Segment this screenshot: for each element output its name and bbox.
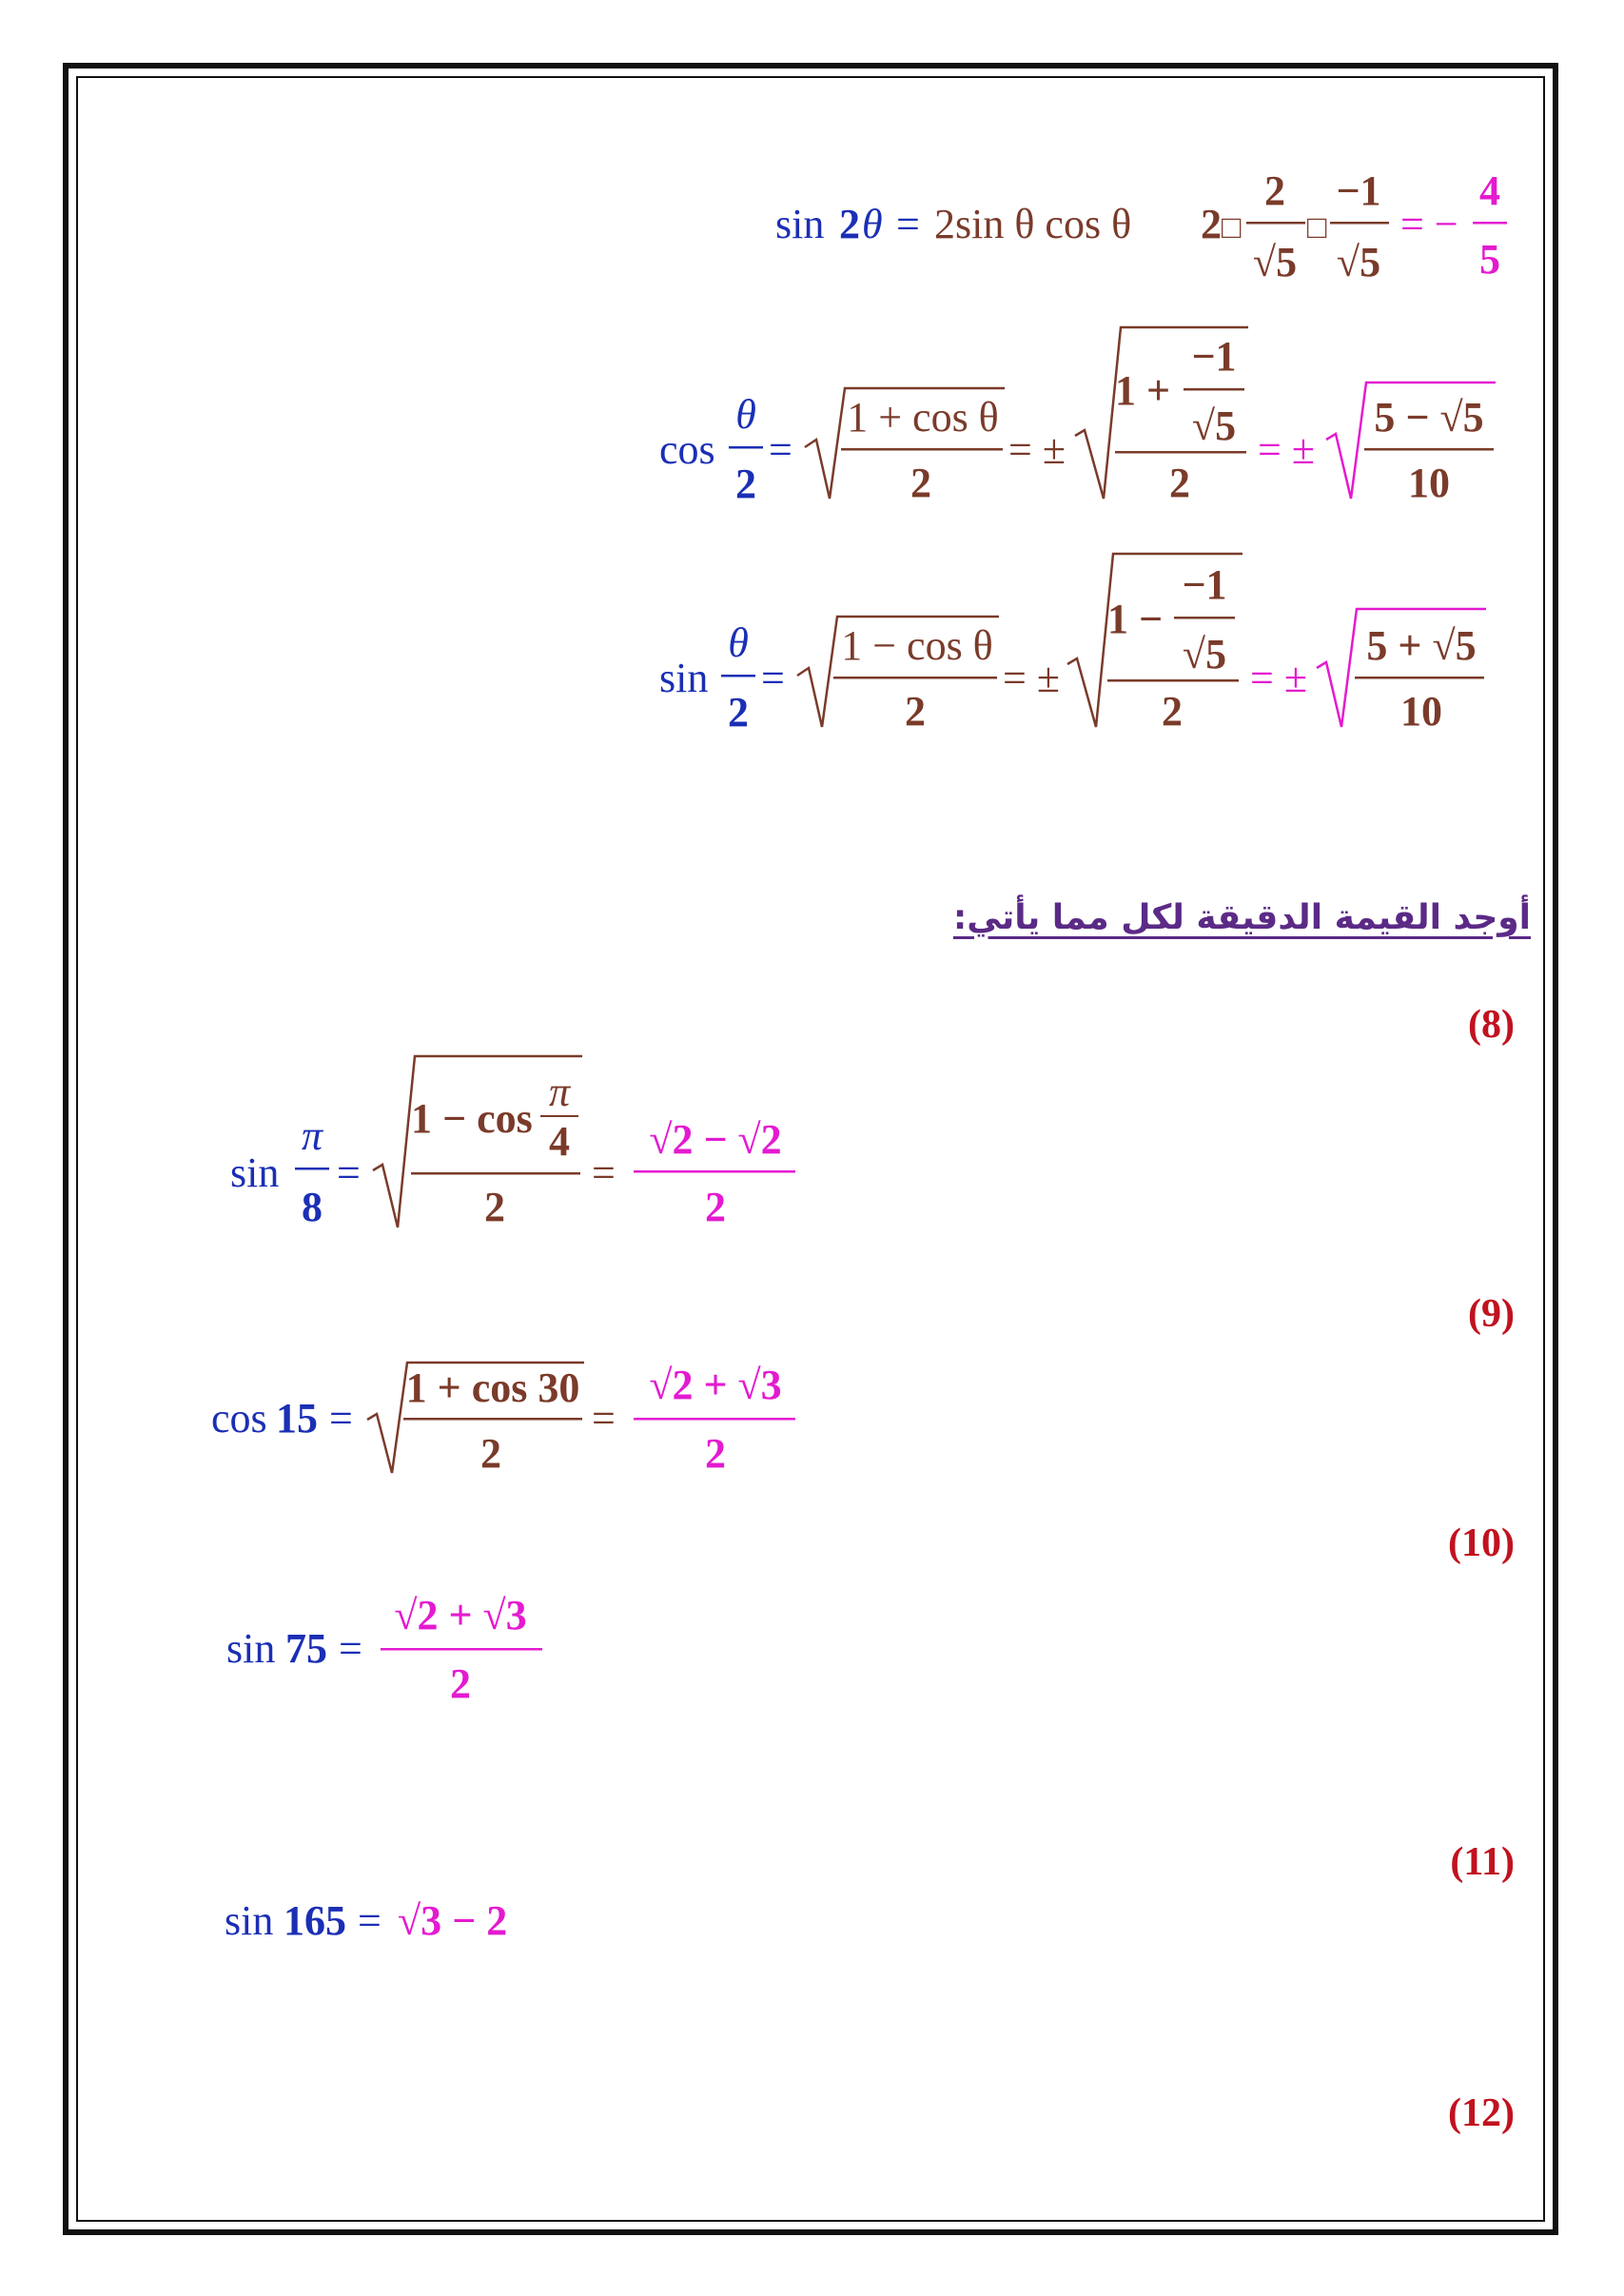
result-numerator: 4 <box>1479 167 1500 214</box>
equals-plus-minus: = ± <box>1258 426 1315 473</box>
result-denominator: 10 <box>1408 460 1450 506</box>
half-angle-denominator: 2 <box>735 461 756 507</box>
fn-label: sin <box>230 1149 280 1196</box>
radicand-denominator: 2 <box>910 460 931 506</box>
fn-label: cos <box>211 1395 267 1442</box>
nested-denominator: 2 <box>1169 460 1190 506</box>
nested-denominator: 2 <box>1162 688 1183 735</box>
equals-plus-minus: = ± <box>1003 655 1060 701</box>
result-fraction-bar <box>634 1170 795 1173</box>
result-denominator: 10 <box>1400 688 1442 735</box>
fraction-bar <box>295 1168 329 1170</box>
problem-10-solution <box>226 1592 542 1707</box>
placeholder-box: □ <box>1222 210 1242 245</box>
fraction-bar <box>833 677 997 679</box>
result-numerator: √2 + √3 <box>394 1592 527 1639</box>
nested-term: 1 + <box>1115 367 1171 414</box>
result-fraction-bar <box>381 1648 542 1651</box>
radicand-numerator: 1 + cos 30 <box>405 1364 580 1411</box>
fraction-bar <box>1174 617 1235 619</box>
fraction-numerator: −1 <box>1336 167 1381 214</box>
fraction-bar <box>1364 448 1494 451</box>
fraction-bar <box>1330 222 1389 225</box>
result-numerator: 5 + √5 <box>1366 622 1477 669</box>
nested-numerator: π <box>548 1069 571 1115</box>
fraction-bar <box>540 1115 578 1117</box>
theta-symbol: θ <box>862 201 883 247</box>
double-angle-identity: 2sin θ cos θ <box>934 201 1132 247</box>
equation-sin-half-angle <box>659 554 1486 736</box>
result-numerator: 5 − √5 <box>1374 394 1484 441</box>
fraction-bar <box>1184 388 1244 391</box>
result-numerator: √2 + √3 <box>649 1362 782 1408</box>
problem-number-10: (10) <box>1448 1521 1515 1565</box>
result-denominator: 2 <box>450 1660 471 1707</box>
arg-two: 2 <box>839 201 860 247</box>
nested-denominator: √5 <box>1182 631 1227 677</box>
fraction-bar <box>729 446 763 449</box>
radicand-numerator: 1 + cos θ <box>847 394 999 441</box>
result-fraction-bar <box>1473 222 1507 225</box>
problem-number-8: (8) <box>1468 1003 1515 1047</box>
fraction-numerator: 2 <box>1264 167 1285 214</box>
exercise-heading: أوجد القيمة الدقيقة لكل مما يأتي: <box>952 898 1531 937</box>
result-numerator: √2 − √2 <box>649 1116 782 1163</box>
equals-sign: = <box>769 426 792 473</box>
equals-sign: = <box>592 1395 616 1442</box>
result-denominator: 5 <box>1479 236 1500 283</box>
equation-cos-half-angle <box>659 327 1496 507</box>
equals-sign: = <box>329 1395 353 1442</box>
angle-value: 165 <box>284 1897 346 1944</box>
nested-denominator: √5 <box>1191 402 1237 449</box>
nested-numerator: −1 <box>1191 333 1237 380</box>
radicand-denominator: 2 <box>905 688 926 735</box>
half-angle-denominator: 2 <box>728 689 749 736</box>
angle-numerator: π <box>301 1112 323 1159</box>
result-denominator: 2 <box>705 1430 726 1477</box>
equals-sign: = <box>339 1625 362 1672</box>
coefficient-two: 2 <box>1201 201 1222 247</box>
equals-sign: = <box>358 1897 382 1944</box>
half-angle-numerator: θ <box>728 619 749 666</box>
fn-label: cos <box>659 426 715 473</box>
problem-labels <box>1448 1003 1515 2135</box>
problem-number-11: (11) <box>1450 1840 1515 1884</box>
fraction-denominator: √5 <box>1336 239 1381 285</box>
angle-denominator: 8 <box>302 1184 323 1230</box>
radicand-term: 1 − cos <box>411 1095 533 1142</box>
fn-label: sin <box>226 1625 276 1672</box>
result-fraction-bar <box>634 1418 795 1421</box>
nested-denominator: 4 <box>549 1118 570 1165</box>
fraction-bar <box>403 1418 582 1421</box>
equals-sign: = <box>337 1149 361 1196</box>
fn-label: sin <box>225 1897 274 1944</box>
angle-value: 75 <box>285 1625 327 1672</box>
fraction-denominator: √5 <box>1252 239 1298 285</box>
radicand-numerator: 1 − cos θ <box>841 622 993 669</box>
result-equals-minus: = − <box>1400 201 1458 247</box>
equals-sign: = <box>592 1149 616 1196</box>
fraction-bar <box>411 1172 580 1175</box>
radicand-denominator: 2 <box>484 1184 505 1230</box>
equals-sign: = <box>761 655 785 701</box>
half-angle-numerator: θ <box>735 391 756 438</box>
equals-sign: = <box>896 201 920 247</box>
radicand-denominator: 2 <box>480 1430 501 1477</box>
equals-plus-minus: = ± <box>1008 426 1066 473</box>
angle-value: 15 <box>276 1395 318 1442</box>
fraction-bar <box>1355 677 1484 679</box>
problem-8-solution <box>230 1056 795 1230</box>
fn-label: sin <box>775 201 825 247</box>
problem-number-12: (12) <box>1448 2091 1515 2135</box>
equation-sin-2theta <box>775 167 1507 285</box>
problem-11-solution <box>225 1897 507 1944</box>
fraction-bar <box>1115 451 1246 454</box>
problem-9-solution <box>211 1362 795 1477</box>
fraction-bar <box>841 448 1003 451</box>
result-value: √3 − 2 <box>398 1897 508 1944</box>
fraction-bar <box>721 675 755 677</box>
equals-plus-minus: = ± <box>1250 655 1307 701</box>
problem-number-9: (9) <box>1468 1292 1515 1336</box>
nested-term: 1 − <box>1107 596 1164 642</box>
fraction-bar <box>1246 222 1305 225</box>
fn-label: sin <box>659 655 709 701</box>
nested-numerator: −1 <box>1182 561 1227 608</box>
fraction-bar <box>1107 679 1239 682</box>
placeholder-box: □ <box>1307 210 1327 245</box>
result-denominator: 2 <box>705 1184 726 1230</box>
